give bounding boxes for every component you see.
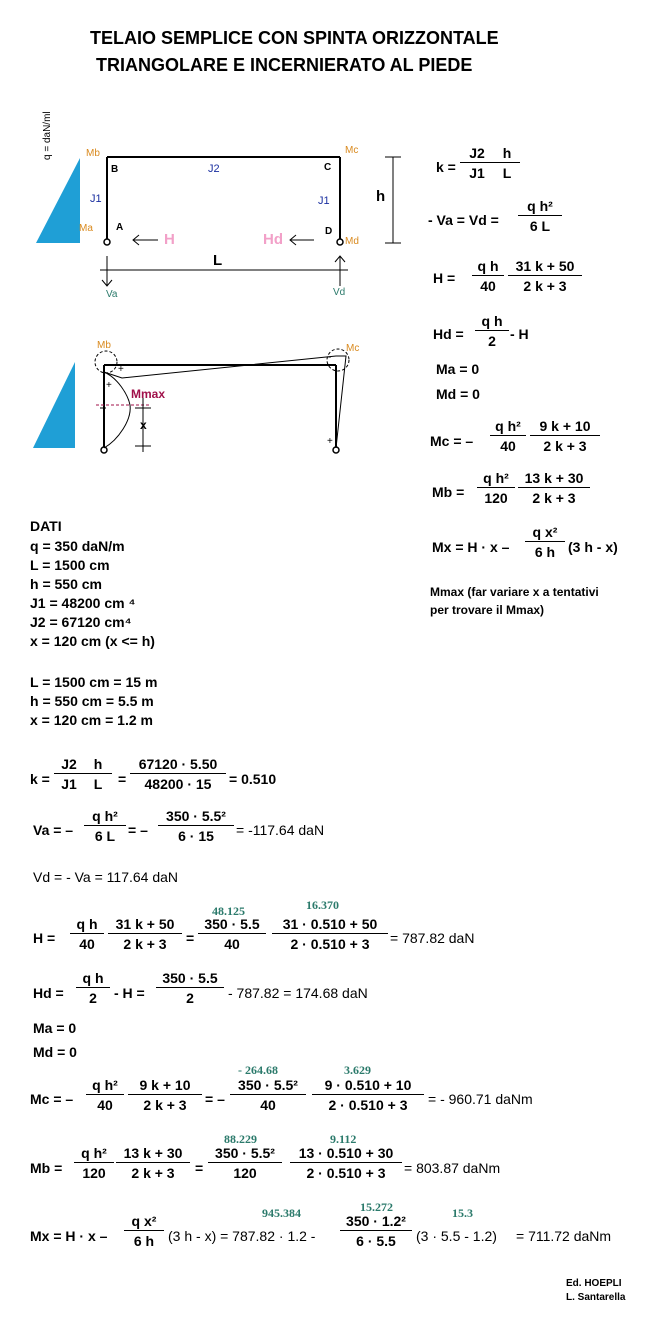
- rf-hd-lhs: Hd =: [433, 326, 464, 342]
- rf-mx-d: 6 h: [534, 544, 556, 560]
- calc-mx-d: 6 h: [133, 1233, 155, 1249]
- moment-line-beam: [104, 356, 346, 448]
- label-mb: Mb: [86, 148, 100, 159]
- label-vd: Vd: [333, 287, 346, 298]
- calc-mc-lhs: Mc = –: [30, 1091, 74, 1107]
- calc-h-lhs: H =: [33, 930, 56, 946]
- label-hd-force: Hd: [263, 231, 283, 248]
- conv-line-x: x = 120 cm = 1.2 m: [30, 712, 153, 728]
- calc-mb-n4: 13 · 0.510 + 30: [290, 1145, 402, 1163]
- calc-mc-eq: = –: [205, 1091, 225, 1107]
- label-d: D: [325, 226, 333, 237]
- calc-va-n2: 350 · 5.5²: [158, 808, 234, 826]
- calc-k-d2: L: [93, 776, 103, 792]
- rf-note-2: per trovare il Mmax): [430, 603, 545, 617]
- rf-note-1: Mmax (far variare x a tentativi: [430, 585, 599, 599]
- calc-va-lhs: Va = –: [33, 822, 74, 838]
- calc-mb-eq: =: [195, 1160, 204, 1176]
- calc-h-d4: 2 · 0.510 + 3: [290, 936, 370, 952]
- rf-mb-d2: 2 k + 3: [532, 490, 576, 506]
- rf-mx-tail: (3 h - x): [568, 539, 618, 555]
- calc-hd-n: q h: [76, 970, 110, 988]
- calc-h-teal-2: 16.370: [306, 898, 339, 912]
- rf-mc-lhs: Mc = –: [430, 433, 474, 449]
- label-h-force: H: [164, 231, 175, 248]
- dati-line-h: h = 550 cm: [30, 576, 102, 592]
- rf-mx-n: q x²: [525, 524, 565, 542]
- rf-mb-n1: q h²: [477, 470, 515, 488]
- rf-mc-d2: 2 k + 3: [543, 438, 587, 454]
- sign-plus-3: +: [327, 436, 333, 447]
- calc-k-n2: h: [84, 756, 112, 774]
- calc-mc-d3: 40: [260, 1097, 276, 1113]
- calc-mc-n3: 350 · 5.5²: [230, 1077, 306, 1095]
- dati-line-x: x = 120 cm (x <= h): [30, 633, 155, 649]
- calc-va-d: 6 L: [94, 828, 116, 844]
- rf-va-n: q h²: [518, 198, 562, 216]
- calc-mb-lhs: Mb =: [30, 1160, 63, 1176]
- calc-mb-d1: 120: [82, 1165, 106, 1181]
- calc-k-res: = 0.510: [229, 771, 277, 787]
- calc-mc-d4: 2 · 0.510 + 3: [328, 1097, 408, 1113]
- calc-hd-res: - 787.82 = 174.68 daN: [228, 985, 368, 1001]
- calc-mb-n3: 350 · 5.5²: [208, 1145, 282, 1163]
- mb-circle: [95, 351, 117, 373]
- rf-h-n1: q h: [472, 258, 504, 276]
- calc-mb-d3: 120: [233, 1165, 257, 1181]
- hinge-a: [104, 239, 110, 245]
- calc-mb-res: = 803.87 daNm: [404, 1160, 501, 1176]
- label-mmax: Mmax: [131, 387, 166, 401]
- calc-va-d2: 6 · 15: [178, 828, 214, 844]
- rf-mc-n2: 9 k + 10: [530, 418, 600, 436]
- rf-mx-lhs: Mx = H · x –: [432, 539, 510, 555]
- calc-k-d1: J1: [61, 776, 77, 792]
- hinge-d: [337, 239, 343, 245]
- calc-mx-tail: (3 · 5.5 - 1.2): [416, 1228, 497, 1244]
- conv-line-l: L = 1500 cm = 15 m: [30, 674, 158, 690]
- calc-mb-teal-1: 88.229: [224, 1132, 257, 1146]
- calc-mb-n2: 13 k + 30: [116, 1145, 190, 1163]
- label-j1-right: J1: [318, 195, 330, 207]
- rf-k-n2: h: [494, 145, 520, 163]
- calc-k-lhs: k =: [30, 771, 50, 787]
- label-mb-2: Mb: [97, 340, 111, 351]
- calc-h-n2: 31 k + 50: [108, 916, 182, 934]
- label-c: C: [324, 162, 332, 173]
- calc-hd-d: 2: [89, 990, 97, 1006]
- calc-k-n3: 67120 · 5.50: [130, 756, 226, 774]
- calc-mx-res: = 711.72 daNm: [516, 1228, 612, 1244]
- rf-h-d2: 2 k + 3: [523, 278, 567, 294]
- calc-mx-teal-1: 945.384: [262, 1206, 301, 1220]
- calc-mb-n1: q h²: [74, 1145, 114, 1163]
- label-md: Md: [345, 236, 359, 247]
- label-ma: Ma: [79, 223, 93, 234]
- label-l-length: L: [213, 252, 223, 269]
- load-label: q = daN/ml: [42, 111, 53, 160]
- rf-mb-lhs: Mb =: [432, 484, 465, 500]
- calc-mx-n2: 350 · 1.2²: [340, 1213, 412, 1231]
- dati-line-l: L = 1500 cm: [30, 557, 110, 573]
- calc-h-d1: 40: [79, 936, 95, 952]
- load-triangle-1: [36, 158, 80, 243]
- calc-hd-n2: 350 · 5.5: [156, 970, 224, 988]
- dati-line-j1: J1 = 48200 cm ⁴: [30, 595, 136, 611]
- rf-hd-d: 2: [488, 333, 496, 349]
- calc-k-eq: =: [118, 771, 127, 787]
- rf-md: Md = 0: [436, 386, 480, 402]
- calc-hd-d2: 2: [186, 990, 194, 1006]
- label-h-height: h: [376, 188, 386, 205]
- dati-line-q: q = 350 daN/m: [30, 538, 125, 554]
- label-a: A: [116, 222, 124, 233]
- label-j1-left: J1: [90, 193, 102, 205]
- sign-minus: -: [328, 352, 332, 363]
- dati-heading: DATI: [30, 518, 62, 534]
- label-b: B: [111, 164, 119, 175]
- calc-mb-d4: 2 · 0.510 + 3: [306, 1165, 386, 1181]
- dati-line-j2: J2 = 67120 cm⁴: [30, 614, 132, 630]
- calc-k-d3: 48200 · 15: [144, 776, 212, 792]
- calc-mc-teal-2: 3.629: [344, 1063, 371, 1077]
- calc-va-res: = -117.64 daN: [236, 822, 325, 838]
- calc-mx-n: q x²: [124, 1213, 164, 1231]
- calc-mc-d2: 2 k + 3: [143, 1097, 187, 1113]
- title-line-1: TELAIO SEMPLICE CON SPINTA ORIZZONTALE: [90, 28, 499, 48]
- rf-ma: Ma = 0: [436, 361, 480, 377]
- conv-line-h: h = 550 cm = 5.5 m: [30, 693, 154, 709]
- calc-mc-n1: q h²: [86, 1077, 124, 1095]
- calc-mc-teal-1: - 264.68: [238, 1063, 278, 1077]
- footer-author: L. Santarella: [566, 1292, 626, 1303]
- load-triangle-2: [33, 362, 75, 448]
- calc-mx-teal-3: 15.3: [452, 1206, 473, 1220]
- rf-va-d: 6 L: [529, 218, 551, 234]
- rf-hd-tail: - H: [510, 326, 529, 342]
- calc-mx-lhs: Mx = H · x –: [30, 1228, 108, 1244]
- calc-va-eq: = –: [128, 822, 148, 838]
- label-j2: J2: [208, 163, 220, 175]
- footer-publisher: Ed. HOEPLI: [566, 1278, 622, 1289]
- calc-k-n1: J2: [54, 756, 84, 774]
- calc-h-res: = 787.82 daN: [390, 930, 475, 946]
- calc-va-n: q h²: [84, 808, 126, 826]
- sign-plus-2: +: [106, 380, 112, 391]
- calc-mx-mid: (3 h - x) = 787.82 · 1.2 -: [168, 1228, 316, 1244]
- title-line-2: TRIANGOLARE E INCERNIERATO AL PIEDE: [96, 55, 473, 75]
- calc-hd-lhs: Hd =: [33, 985, 64, 1001]
- label-mc: Mc: [345, 145, 359, 156]
- calc-h-d2: 2 k + 3: [123, 936, 167, 952]
- sign-plus-1: +: [118, 364, 124, 375]
- rf-k-lhs: k =: [436, 159, 456, 175]
- rf-mc-n1: q h²: [490, 418, 526, 436]
- calc-h-eq: =: [186, 930, 195, 946]
- calc-h-n3: 350 · 5.5: [198, 916, 266, 934]
- rf-h-n2: 31 k + 50: [508, 258, 582, 276]
- rf-mb-d1: 120: [484, 490, 508, 506]
- rf-k-d1: J1: [469, 165, 485, 181]
- calc-mx-d2: 6 · 5.5: [356, 1233, 396, 1249]
- calc-vd: Vd = - Va = 117.64 daN: [33, 869, 179, 885]
- calc-hd-mid: - H =: [114, 985, 145, 1001]
- calc-mc-res: = - 960.71 daNm: [428, 1091, 533, 1107]
- rf-k-d2: L: [502, 165, 512, 181]
- calc-ma: Ma = 0: [33, 1020, 77, 1036]
- calc-mc-n4: 9 · 0.510 + 10: [312, 1077, 424, 1095]
- rf-mb-n2: 13 k + 30: [518, 470, 590, 488]
- rf-h-lhs: H =: [433, 270, 456, 286]
- rf-hd-n: q h: [475, 313, 509, 331]
- calc-mb-d2: 2 k + 3: [131, 1165, 175, 1181]
- calc-mc-d1: 40: [97, 1097, 113, 1113]
- calc-h-d3: 40: [224, 936, 240, 952]
- calc-mx-teal-2: 15.272: [360, 1200, 393, 1214]
- calc-h-n1: q h: [70, 916, 104, 934]
- calc-h-teal-1: 48.125: [212, 904, 245, 918]
- rf-va-lhs: - Va = Vd =: [428, 212, 499, 228]
- calc-mb-teal-2: 9.112: [330, 1132, 357, 1146]
- calc-md: Md = 0: [33, 1044, 77, 1060]
- rf-h-d1: 40: [480, 278, 496, 294]
- label-mc-2: Mc: [346, 343, 360, 354]
- label-va: Va: [106, 289, 118, 300]
- calc-mc-n2: 9 k + 10: [128, 1077, 202, 1095]
- label-x: x: [140, 418, 147, 432]
- rf-k-n1: J2: [460, 145, 494, 163]
- rf-mc-d1: 40: [500, 438, 516, 454]
- calc-h-n4: 31 · 0.510 + 50: [272, 916, 388, 934]
